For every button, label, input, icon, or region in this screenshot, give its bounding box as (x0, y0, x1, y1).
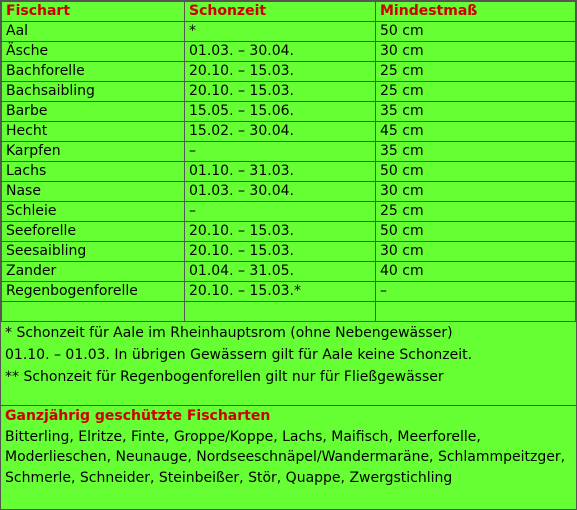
footnote-line: * Schonzeit für Aale im Rheinhauptsrom (ohne Nebengewässer) (5, 325, 453, 341)
cell-fischart: Bachsaibling (2, 82, 185, 102)
table-row (2, 102, 576, 122)
cell-schonzeit: 01.03. – 30.04. (185, 182, 376, 202)
table-row (2, 62, 576, 82)
cell-schonzeit: 20.10. – 15.03. (185, 62, 376, 82)
table-row (2, 142, 576, 162)
cell-schonzeit: 20.10. – 15.03. (185, 242, 376, 262)
table-body (2, 22, 576, 322)
header-fischart: Fischart (2, 2, 185, 22)
cell-mindestmass: 35 cm (376, 102, 576, 122)
cell-schonzeit (185, 302, 376, 322)
table-row (2, 82, 576, 102)
cell-schonzeit: 01.03. – 30.04. (185, 42, 376, 62)
cell-schonzeit: 20.10. – 15.03. (185, 222, 376, 242)
table-row (2, 222, 576, 242)
footnote-line: ** Schonzeit für Regenbogenforellen gilt nur für Fließgewässer (5, 369, 444, 385)
header-mindestmass: Mindestmaß (376, 2, 576, 22)
table-row (2, 242, 576, 262)
footnotes (1, 321, 576, 405)
cell-mindestmass: 30 cm (376, 182, 576, 202)
cell-mindestmass: 30 cm (376, 42, 576, 62)
table-row (2, 162, 576, 182)
fish-table (1, 1, 576, 322)
cell-fischart (2, 302, 185, 322)
cell-mindestmass: 50 cm (376, 22, 576, 42)
cell-mindestmass: 50 cm (376, 222, 576, 242)
table-row (2, 262, 576, 282)
cell-mindestmass: 50 cm (376, 162, 576, 182)
cell-mindestmass: – (376, 282, 576, 302)
cell-fischart: Äsche (2, 42, 185, 62)
cell-schonzeit: 15.05. – 15.06. (185, 102, 376, 122)
cell-fischart: Zander (2, 262, 185, 282)
cell-fischart: Aal (2, 22, 185, 42)
cell-schonzeit: – (185, 142, 376, 162)
cell-fischart: Karpfen (2, 142, 185, 162)
cell-schonzeit: * (185, 22, 376, 42)
cell-schonzeit: – (185, 202, 376, 222)
header-schonzeit: Schonzeit (185, 2, 376, 22)
cell-schonzeit: 20.10. – 15.03. (185, 82, 376, 102)
cell-mindestmass: 35 cm (376, 142, 576, 162)
cell-fischart: Lachs (2, 162, 185, 182)
cell-fischart: Regenbogenforelle (2, 282, 185, 302)
cell-fischart: Schleie (2, 202, 185, 222)
cell-schonzeit: 01.10. – 31.03. (185, 162, 376, 182)
table-row (2, 22, 576, 42)
table-row (2, 182, 576, 202)
table-row (2, 122, 576, 142)
cell-fischart: Nase (2, 182, 185, 202)
cell-mindestmass: 25 cm (376, 62, 576, 82)
protected-species-list: Bitterling, Elritze, Finte, Groppe/Koppe, Lachs, Maifisch, Meerforelle, Moderlieschen, Neunauge, Nordseeschnäpel/Wandermaräne, Schlammpeitzger, Schmerle, Schneider, Steinbeißer, Stör, Quappe, Zwergstichling (5, 428, 566, 486)
cell-schonzeit: 20.10. – 15.03.* (185, 282, 376, 302)
cell-schonzeit: 15.02. – 30.04. (185, 122, 376, 142)
footnote-line: 01.10. – 01.03. In übrigen Gewässern gilt für Aale keine Schonzeit. (5, 347, 473, 363)
cell-mindestmass: 25 cm (376, 202, 576, 222)
table-row (2, 302, 576, 322)
table-row (2, 42, 576, 62)
table-row (2, 282, 576, 302)
cell-mindestmass: 45 cm (376, 122, 576, 142)
protected-species-section (1, 405, 576, 509)
cell-fischart: Hecht (2, 122, 185, 142)
cell-fischart: Bachforelle (2, 62, 185, 82)
cell-mindestmass: 40 cm (376, 262, 576, 282)
cell-mindestmass: 25 cm (376, 82, 576, 102)
cell-mindestmass (376, 302, 576, 322)
table-header-row (2, 2, 576, 22)
cell-fischart: Barbe (2, 102, 185, 122)
cell-fischart: Seesaibling (2, 242, 185, 262)
cell-schonzeit: 01.04. – 31.05. (185, 262, 376, 282)
cell-fischart: Seeforelle (2, 222, 185, 242)
table-row (2, 202, 576, 222)
protected-species-title: Ganzjährig geschützte Fischarten (5, 408, 271, 424)
cell-mindestmass: 30 cm (376, 242, 576, 262)
